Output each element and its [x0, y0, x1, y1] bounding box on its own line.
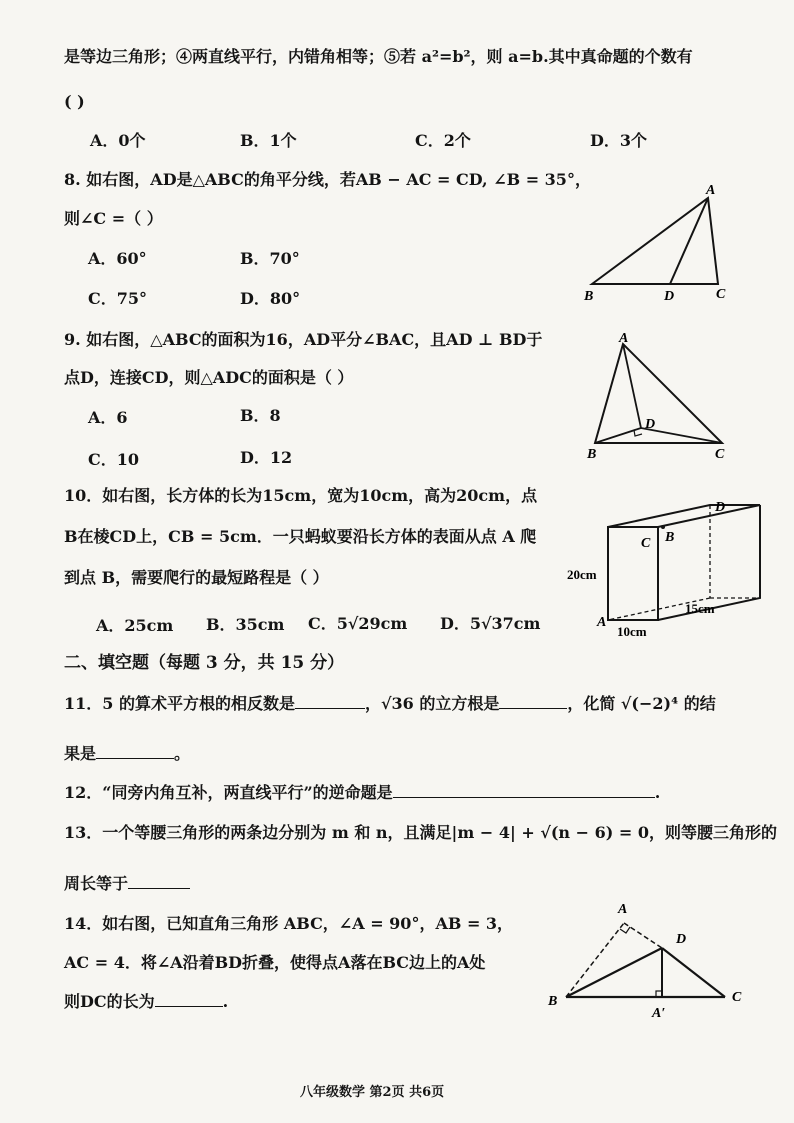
q7-option-d: D．3个: [590, 131, 648, 150]
q9-line1: 9. 如右图，△ABC的面积为16，AD平分∠BAC，且AD ⊥ BD于: [64, 330, 543, 349]
q12-end: .: [654, 783, 661, 802]
q11-line2-text: 果是: [64, 744, 97, 763]
q10-option-a: A．25cm: [96, 616, 174, 635]
q9-figure: [585, 330, 735, 460]
q9-line2: 点D，连接CD，则△ADC的面积是（ ）: [64, 368, 354, 387]
q14-label-a-prime: A′: [652, 1006, 666, 1021]
q8-label-d: D: [664, 289, 675, 304]
q10-label-a: A: [597, 615, 607, 630]
q10-width-label: 10cm: [617, 624, 647, 639]
q12-text: 12．“同旁内角互补，两直线平行”的逆命题是: [64, 783, 393, 802]
q14-label-c: C: [732, 990, 742, 1005]
q14-label-a: A: [618, 902, 628, 917]
q7-line1: 是等边三角形；④两直线平行，内错角相等；⑤若 a²=b²，则 a=b.其中真命题的个数有: [64, 47, 693, 66]
q10-option-d: D．5√37cm: [440, 614, 541, 633]
q8-line2: 则∠C =（ ）: [64, 209, 163, 228]
q8-figure: [580, 180, 740, 305]
q10-option-b: B．35cm: [206, 615, 285, 634]
q8-option-d: D．80°: [240, 289, 301, 308]
q10-label-b: B: [665, 530, 675, 545]
q9-option-b: B．8: [240, 406, 281, 425]
q9-label-a: A: [619, 331, 629, 346]
q9-option-a: A．6: [88, 408, 128, 427]
q11-line1: [64, 694, 716, 714]
q8-option-b: B．70°: [240, 249, 300, 268]
q9-label-b: B: [587, 447, 597, 462]
q14-blank[interactable]: [155, 992, 223, 1007]
q9-option-d: D．12: [240, 448, 293, 467]
q10-height-label: 20cm: [567, 567, 597, 582]
q10-label-c: C: [641, 536, 651, 551]
q10-line2: B在棱CD上，CB = 5cm．一只蚂蚁要沿长方体的表面从点 A 爬: [64, 527, 537, 546]
q8-line1: 8. 如右图，AD是△ABC的角平分线，若AB − AC = CD, ∠B = 35°，: [64, 170, 591, 189]
q10-length-label: 15cm: [685, 601, 715, 616]
q9-option-c: C．10: [88, 450, 140, 469]
q8-label-a: A: [706, 183, 716, 198]
q8-option-c: C．75°: [88, 289, 148, 308]
q9-label-c: C: [715, 447, 725, 462]
q14-label-d: D: [676, 932, 687, 947]
q7-option-b: B．1个: [240, 131, 297, 150]
section-fill-in-title: 二、填空题（每题 3 分，共 15 分）: [64, 653, 345, 673]
q8-label-b: B: [584, 289, 594, 304]
q14-line3-text: 则DC的长为: [64, 992, 155, 1011]
q13-blank[interactable]: [128, 874, 190, 889]
q13-line2-text: 周长等于: [64, 874, 129, 893]
q14-line3: [64, 992, 228, 1012]
q14-figure: [540, 895, 755, 1020]
q10-figure: [565, 495, 745, 640]
q10-option-c: C．5√29cm: [308, 614, 408, 633]
q14-end: .: [222, 992, 229, 1011]
q7-line2: ( ): [64, 92, 85, 111]
q10-line3: 到点 B，需要爬行的最短路程是（ ）: [64, 568, 329, 587]
q11-line2: [64, 744, 190, 764]
q14-line1: 14．如右图，已知直角三角形 ABC，∠A = 90°，AB = 3，: [64, 914, 514, 933]
q11-blank3[interactable]: [96, 744, 174, 759]
q14-line2: AC = 4．将∠A沿着BD折叠，使得点A落在BC边上的A处: [64, 953, 486, 972]
q7-option-a: A．0个: [90, 131, 146, 150]
q11-blank1[interactable]: [295, 694, 365, 709]
q14-label-b: B: [548, 994, 558, 1009]
page-footer: 八年级数学 第2页 共6页: [300, 1085, 445, 1100]
q11-part2: ，√36 的立方根是: [364, 694, 500, 713]
q8-label-c: C: [716, 287, 726, 302]
q11-end: 。: [174, 744, 191, 763]
q13-line1: 13．一个等腰三角形的两条边分别为 m 和 n，且满足|m − 4| + √(n − 6) = 0，则等腰三角形的: [64, 823, 777, 842]
q11-part3: ，化简 √(−2)⁴ 的结: [567, 694, 716, 713]
q8-option-a: A．60°: [88, 249, 147, 268]
q10-label-d: D: [715, 500, 726, 515]
q9-label-d: D: [645, 417, 656, 432]
q13-line2: [64, 874, 190, 894]
q12-blank[interactable]: [393, 783, 655, 798]
q11-blank2[interactable]: [499, 694, 567, 709]
q7-option-c: C．2个: [415, 131, 471, 150]
q11-part1: 11．5 的算术平方根的相反数是: [64, 694, 295, 713]
q10-line1: 10．如右图，长方体的长为15cm，宽为10cm，高为20cm，点: [64, 486, 538, 505]
q12-line: [64, 783, 660, 803]
